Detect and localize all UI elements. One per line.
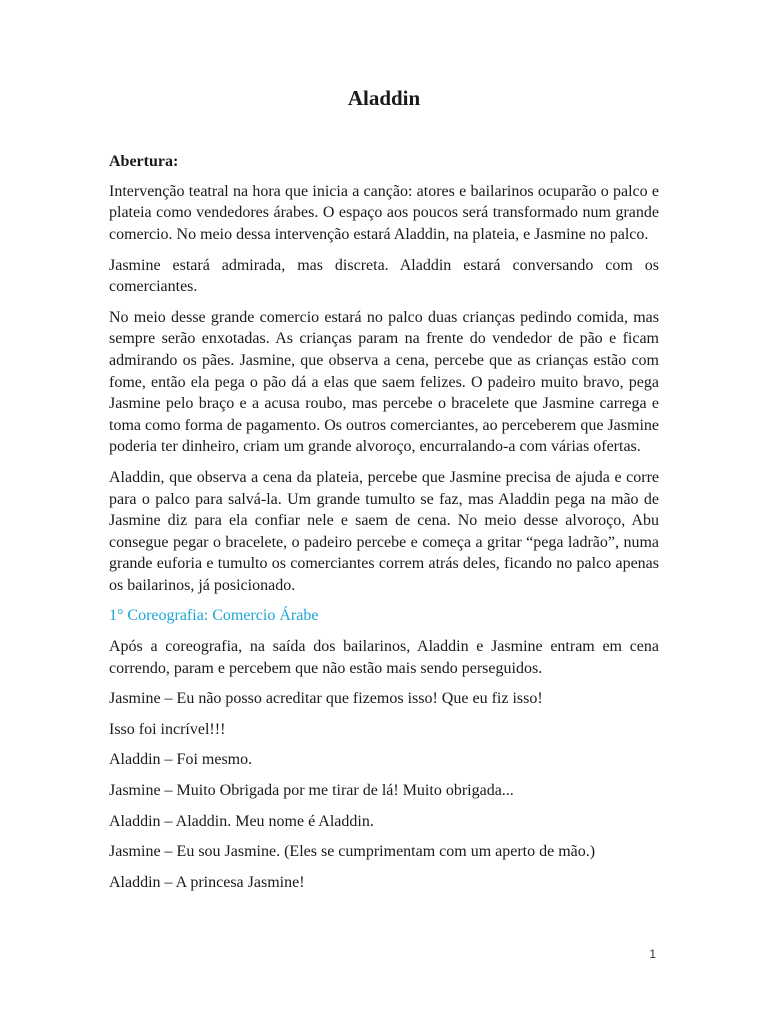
dialogue-line: Aladdin – A princesa Jasmine!: [109, 873, 305, 891]
dialogue-line: Jasmine – Eu não posso acreditar que fizemos isso! Que eu fiz isso!: [109, 690, 543, 708]
paragraph-1: Intervenção teatral na hora que inicia a canção: atores e bailarinos ocuparão o palco e plateia como vendedores árabes. O espaço aos poucos será transformado num grande comercio. No meio dessa intervenção estará Aladdin, na plateia, e Jasmine no palco.: [109, 182, 659, 243]
dialogue-line: Aladdin – Foi mesmo.: [109, 751, 253, 769]
page-number: 1: [649, 947, 656, 961]
document-title: Aladdin: [347, 86, 421, 110]
dialogue-line: Isso foi incrível!!!: [109, 720, 226, 738]
dialogue-line: Aladdin – Aladdin. Meu nome é Aladdin.: [109, 812, 374, 830]
dialogue-line: Jasmine – Muito Obrigada por me tirar de lá! Muito obrigada...: [109, 782, 514, 800]
section-heading: Abertura:: [109, 153, 179, 171]
dialogue-line: Jasmine – Eu sou Jasmine. (Eles se cumprimentam com um aperto de mão.): [109, 843, 596, 861]
document-page: [109, 86, 659, 902]
after-choreography-paragraph: Após a coreografia, na saída dos bailarinos, Aladdin e Jasmine entram em cena correndo, param e percebem que não estão mais sendo perseguidos.: [109, 638, 659, 677]
choreography-heading: 1° Coreografia: Comercio Árabe: [109, 607, 319, 625]
paragraph-3: No meio desse grande comercio estará no palco duas crianças pedindo comida, mas sempre serão enxotadas. As crianças param na frente do vendedor de pão e ficam admirando os pães. Jasmine, que observa a cena, percebe que as crianças estão com fome, então ela pega o pão dá a elas que saem felizes. O padeiro muito bravo, pega Jasmine pelo braço e a acusa roubo, mas percebe o bracelete que Jasmine carrega e toma como forma de pagamento. Os outros comerciantes, ao perceberem que Jasmine poderia ter dinheiro, criam um grande alvoroço, encurralando-a com várias ofertas.: [109, 308, 659, 456]
paragraph-2: Jasmine estará admirada, mas discreta. Aladdin estará conversando com os comerciantes.: [109, 256, 659, 296]
paragraph-4: Aladdin, que observa a cena da plateia, percebe que Jasmine precisa de ajuda e corre para o palco para salvá-la. Um grande tumulto se faz, mas Aladdin pega na mão de Jasmine diz para ela confiar nele e saem de cena. No meio desse alvoroço, Abu consegue pegar o bracelete, o padeiro percebe e começa a gritar “pega ladrão”, numa grande euforia e tumulto os comerciantes correm atrás deles, ficando no palco apenas os bailarinos, já posicionado.: [109, 468, 659, 594]
